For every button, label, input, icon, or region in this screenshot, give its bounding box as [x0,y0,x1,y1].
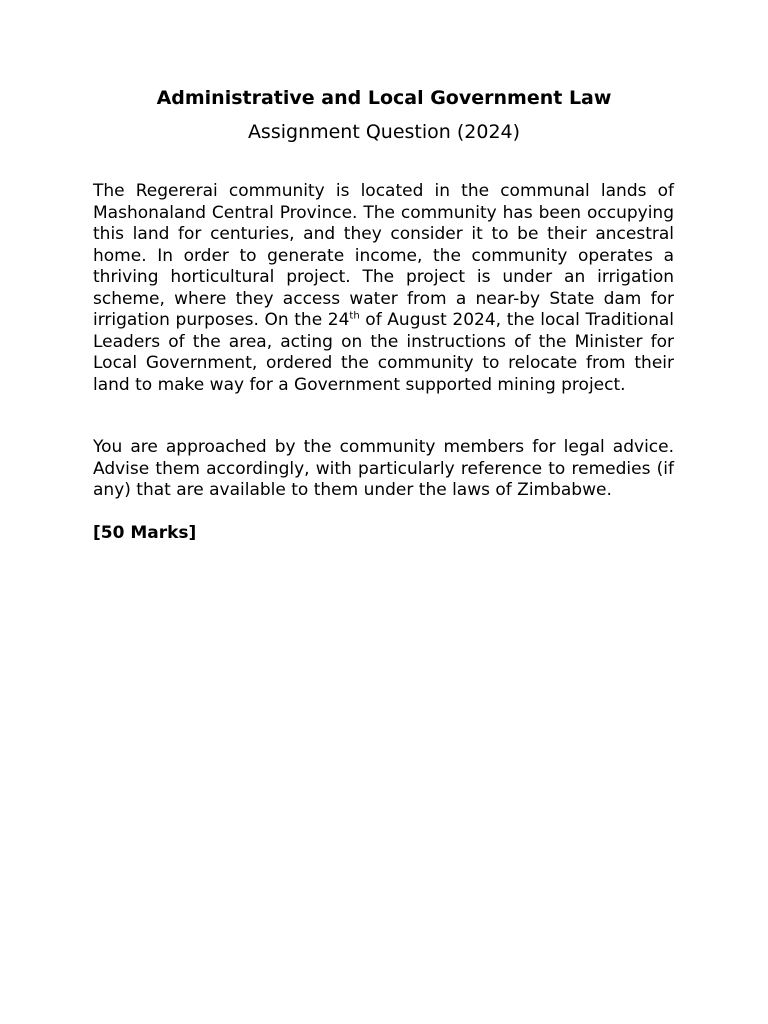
scenario-text-end: of August 2024, the local Traditional Leaders of the area, acting on the instructions of the Minister for Local Government, ordered the community to relocate from their land to make way for a Government supported mining project. [93,310,674,395]
question-paragraph: You are approached by the community members for legal advice. Advise them accordingly, with particularly reference to remedies (if any) that are available to them under the laws of Zimbabwe. [93,437,674,500]
ordinal-suffix: th [349,310,360,322]
marks-label: [50 Marks] [93,523,197,543]
scenario-text-start: The Regererai community is located in the communal lands of Mashonaland Central Province. The community has been occupying this land for centuries, and they consider it to be their ancestral home. In order to generate income, the community operates a thriving horticultural project. The project is under an irrigation scheme, where they access water from a near-by State dam for irrigation purposes. On the 24 [93,181,674,330]
document-subtitle: Assignment Question (2024) [247,121,521,143]
document-title: Administrative and Local Government Law [156,87,612,109]
scenario-paragraph [93,181,674,396]
